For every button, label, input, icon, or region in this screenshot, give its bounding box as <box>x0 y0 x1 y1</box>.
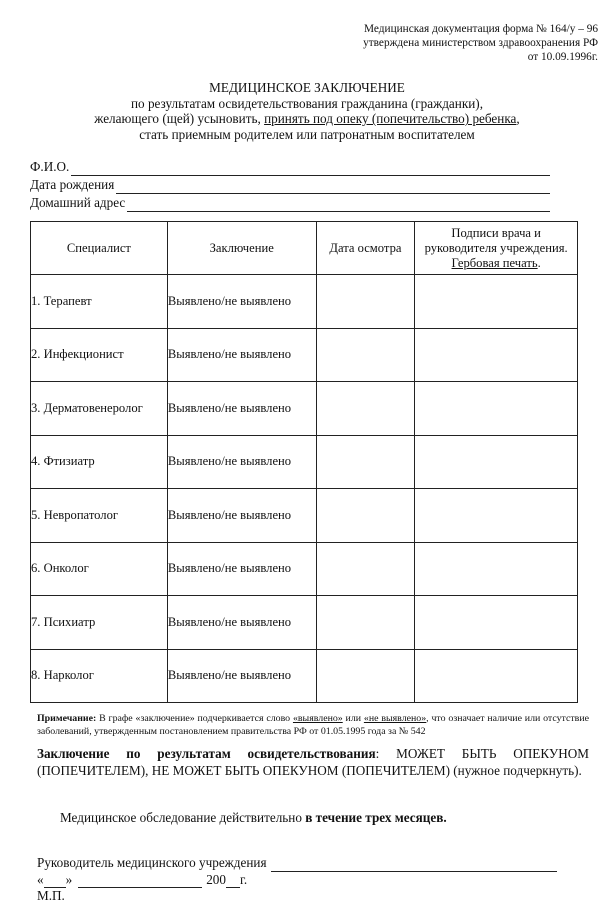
header-conclusion: Заключение <box>167 222 316 275</box>
form-header-line2: утверждена министерством здравоохранения РФ <box>363 37 598 49</box>
exam-date-cell[interactable] <box>316 489 415 543</box>
signature-cell[interactable] <box>415 435 578 489</box>
title-line2: по результатам освидетельствования гражданина (гражданки), <box>131 95 483 111</box>
signature-cell[interactable] <box>415 328 578 382</box>
exam-date-cell[interactable] <box>316 275 415 329</box>
date-quote-open: « <box>37 871 44 887</box>
specialist-cell: 2. Инфекционист <box>31 328 168 382</box>
form-header <box>298 22 598 64</box>
title-line3-underlined: принять под опеку (попечительство) ребенка <box>264 111 517 127</box>
specialist-cell: 6. Онколог <box>31 542 168 596</box>
date-quote-close: » <box>65 871 73 887</box>
footnote-label: Примечание: <box>37 713 97 724</box>
validity-period: в течение трех месяцев. <box>305 810 447 825</box>
validity-text: Медицинское обследование действительно <box>60 810 306 825</box>
form-header-line1: Медицинская документация форма № 164/у – 96 <box>364 23 598 35</box>
conclusion-cell[interactable]: Выявлено/не выявлено <box>167 435 316 489</box>
address-field[interactable] <box>30 194 550 212</box>
address-line[interactable] <box>127 198 550 212</box>
personal-fields <box>30 158 550 212</box>
date-row <box>37 872 557 889</box>
footnote <box>37 712 589 738</box>
conclusion-cell[interactable]: Выявлено/не выявлено <box>167 328 316 382</box>
footnote-text2: или <box>342 713 364 724</box>
conclusion-cell[interactable]: Выявлено/не выявлено <box>167 275 316 329</box>
date-year-line[interactable] <box>226 875 240 888</box>
title-line3-post: , <box>516 111 520 127</box>
exam-date-cell[interactable] <box>316 596 415 650</box>
header-exam-date: Дата осмотра <box>316 222 415 275</box>
table-header-row <box>31 222 578 275</box>
table-row <box>31 435 578 489</box>
conclusion-cell[interactable]: Выявлено/не выявлено <box>167 382 316 436</box>
signature-cell[interactable] <box>415 542 578 596</box>
header-signatures <box>415 222 578 275</box>
fio-label: Ф.И.О. <box>30 159 70 174</box>
stamp-row <box>37 888 557 905</box>
table-row <box>31 382 578 436</box>
birth-date-line[interactable] <box>116 180 550 194</box>
validity-statement <box>60 810 447 826</box>
specialist-cell: 4. Фтизиатр <box>31 435 168 489</box>
birth-date-field[interactable] <box>30 176 550 194</box>
signature-cell[interactable] <box>415 275 578 329</box>
address-label: Домашний адрес <box>30 195 126 210</box>
table-row <box>31 649 578 703</box>
signature-cell[interactable] <box>415 489 578 543</box>
table-row <box>31 328 578 382</box>
document-title <box>0 80 614 142</box>
signature-cell[interactable] <box>415 382 578 436</box>
header-signatures-line2: руководителя учреждения. <box>424 240 568 255</box>
footnote-word-found: «выявлено» <box>292 713 343 724</box>
title-main: МЕДИЦИНСКОЕ ЗАКЛЮЧЕНИЕ <box>209 80 405 95</box>
exam-date-cell[interactable] <box>316 542 415 596</box>
final-conclusion-text[interactable]: МОЖЕТ БЫТЬ ОПЕКУНОМ (ПОПЕЧИТЕЛЕМ), НЕ МОЖЕТ БЫТЬ ОПЕКУНОМ (ПОПЕЧИТЕЛЕМ) (нужное подчеркнуть). <box>37 746 589 778</box>
head-label: Руководитель медицинского учреждения <box>37 855 267 870</box>
specialist-cell: 7. Психиатр <box>31 596 168 650</box>
conclusion-cell[interactable]: Выявлено/не выявлено <box>167 542 316 596</box>
birth-date-label: Дата рождения <box>30 177 115 192</box>
examination-table <box>30 221 578 703</box>
title-line3-pre: желающего (щей) усыновить, <box>94 111 265 127</box>
title-line4: стать приемным родителем или патронатным воспитателем <box>139 126 475 142</box>
exam-date-cell[interactable] <box>316 649 415 703</box>
footnote-text3: , что означает наличие или отсутствие заболеваний, утвержденным постановлением правительства РФ от 01.05.1995 года за № 542 <box>37 713 590 737</box>
header-signatures-line3 <box>415 256 577 271</box>
fio-line[interactable] <box>71 162 550 176</box>
head-signature-row <box>37 855 557 872</box>
date-year-prefix: 200 <box>206 871 226 887</box>
final-conclusion-colon: : <box>375 746 380 761</box>
fio-field[interactable] <box>30 158 550 176</box>
table-row <box>31 542 578 596</box>
date-year-suffix: г. <box>239 871 248 887</box>
exam-date-cell[interactable] <box>316 382 415 436</box>
stamp-label: М.П. <box>37 888 65 903</box>
date-day-line[interactable] <box>44 875 66 888</box>
final-conclusion <box>37 745 589 779</box>
final-conclusion-label: Заключение по результатам освидетельствования <box>37 746 376 761</box>
specialist-cell: 8. Нарколог <box>31 649 168 703</box>
title-line3 <box>0 111 614 127</box>
coat-of-arms-seal-label: Гербовая печать <box>451 255 538 270</box>
header-signatures-period: . <box>537 255 541 270</box>
table-row <box>31 489 578 543</box>
conclusion-cell[interactable]: Выявлено/не выявлено <box>167 649 316 703</box>
specialist-cell: 3. Дерматовенеролог <box>31 382 168 436</box>
exam-date-cell[interactable] <box>316 435 415 489</box>
header-specialist: Специалист <box>31 222 168 275</box>
conclusion-cell[interactable]: Выявлено/не выявлено <box>167 489 316 543</box>
footnote-word-not-found: «не выявлено» <box>363 713 427 724</box>
signature-block <box>37 855 557 905</box>
signature-cell[interactable] <box>415 649 578 703</box>
conclusion-cell[interactable]: Выявлено/не выявлено <box>167 596 316 650</box>
footnote-text1: В графе «заключение» подчеркивается слово <box>96 713 293 724</box>
date-month-line[interactable] <box>78 875 202 888</box>
header-signatures-line1: Подписи врача и <box>451 225 541 240</box>
specialist-cell: 1. Терапевт <box>31 275 168 329</box>
head-signature-line[interactable] <box>271 859 557 872</box>
table-row <box>31 596 578 650</box>
signature-cell[interactable] <box>415 596 578 650</box>
exam-date-cell[interactable] <box>316 328 415 382</box>
table-row <box>31 275 578 329</box>
form-header-line3: от 10.09.1996г. <box>527 51 598 63</box>
specialist-cell: 5. Невропатолог <box>31 489 168 543</box>
